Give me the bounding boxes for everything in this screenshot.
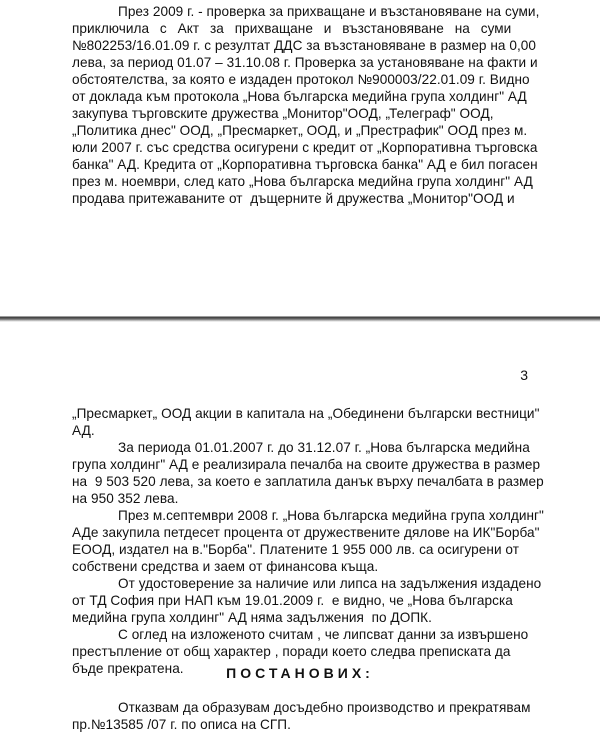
text-line: „Пресмаркет„ ООД акции в капитала на „Обединени български вестници" (72, 406, 540, 421)
text-line: медийна група холдинг" АД няма задължения по ДОПК. (72, 610, 432, 625)
decision-line: пр.№13585 /07 г. по описа на СГП. (72, 717, 291, 732)
text-line: продава притежаваните от дъщерните й дружества „Монитор"ООД и (72, 191, 515, 206)
text-line: закупува търговските дружества „Монитор"ООД, „Телеграф" ООД, (72, 106, 494, 121)
text-line: група холдинг" АД е реализирала печалба на своите дружества в размер (72, 457, 541, 472)
text-line: лева, за период 01.07 – 31.10.08 г. Проверка за установяване на факти и (72, 55, 538, 70)
text-line: бъде прекратена. (72, 661, 184, 676)
text-line: собствени средства и заем от финансова къща. (72, 559, 379, 574)
text-line: на 950 352 лева. (72, 491, 179, 506)
text-line: №802253/16.01.09 г. с резултат ДДС за възстановяване в размер на 0,00 (72, 38, 537, 53)
decree-heading: ПОСТАНОВИХ: (226, 665, 374, 681)
text-line: През 2009 г. - проверка за прихващане и възстановяване на суми, (118, 4, 540, 19)
text-line: През м.септември 2008 г. „Нова българска медийна група холдинг" (118, 508, 544, 523)
text-line: С оглед на изложеното считам , че липсват данни за извършено (118, 627, 529, 642)
text-line: банка" АД. Кредита от „Корпоративна търговска банка" АД е бил погасен (72, 157, 538, 172)
decision-line: Отказвам да образувам досъдебно производство и прекратявам (118, 700, 531, 715)
text-line: юли 2007 г. със средства осигурени с кредит от „Корпоративна търговска (72, 140, 538, 155)
text-line: „Политика днес" ООД, „Пресмаркет„ ООД, и „Престрафик" ООД през м. (72, 123, 528, 138)
text-line: обстоятелства, за която е издаден протокол №900003/22.01.09 г. Видно (72, 72, 530, 87)
page-number: 3 (520, 367, 528, 383)
text-line: на 9 503 520 лева, за което е заплатила данък върху печалбата в размер (72, 474, 544, 489)
document-page-3 (0, 322, 600, 743)
text-line: приключила с Акт за прихващане и възстановяване на суми (72, 21, 512, 36)
text-line: през м. ноември, след като „Нова българска медийна група холдинг" АД (72, 174, 533, 189)
text-line: от ТД София при НАП към 19.01.2009 г. е видно, че „Нова българска (72, 593, 513, 608)
previous-page-fragment (0, 0, 600, 318)
text-line: От удостоверение за наличие или липса на задължения издадено (118, 576, 542, 591)
text-line: ЕООД, издател на в."Борба". Платените 1 955 000 лв. са осигурени от (72, 542, 519, 557)
text-line: от доклада към протокола „Нова българска медийна група холдинг" АД (72, 89, 527, 104)
text-line: АД. (72, 423, 95, 438)
text-line: АДе закупила петдесет процента от дружествените дялове на ИК"Борба" (72, 525, 540, 540)
text-line: За периода 01.01.2007 г. до 31.12.07 г. „Нова българска медийна (118, 440, 530, 455)
text-line: престъпление от общ характер , поради което следва преписката да (72, 644, 511, 659)
